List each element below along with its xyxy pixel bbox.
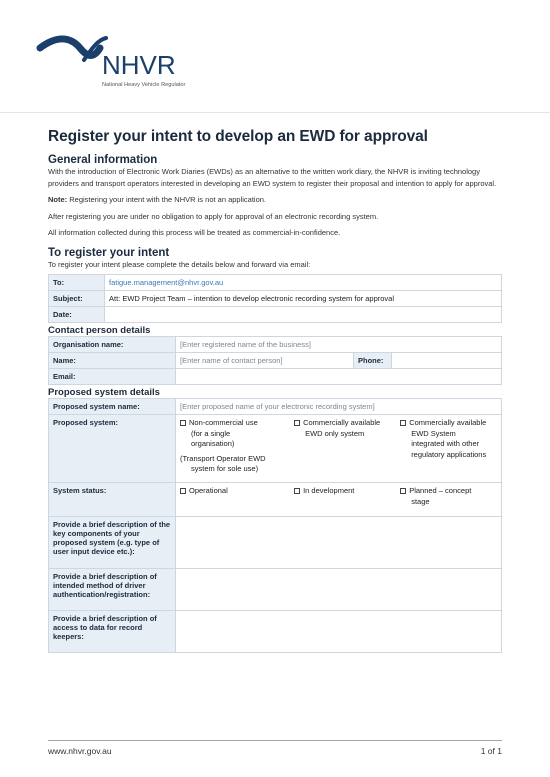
checkbox-non-commercial[interactable] bbox=[180, 420, 186, 426]
option-non-commercial[interactable] bbox=[180, 418, 292, 475]
table-row bbox=[49, 399, 502, 415]
option-commercial-ewd-only[interactable] bbox=[294, 418, 398, 439]
status-in-development[interactable] bbox=[294, 486, 398, 497]
general-heading: General information bbox=[48, 154, 158, 166]
desc-access-field[interactable] bbox=[176, 611, 502, 653]
subject-value: Att: EWD Project Team – intention to develop electronic recording system for approval bbox=[105, 291, 502, 307]
table-row bbox=[49, 415, 502, 483]
nhvr-logo bbox=[36, 18, 206, 98]
proposed-system-label: Proposed system: bbox=[49, 415, 176, 483]
table-row bbox=[49, 517, 502, 569]
phone-label: Phone: bbox=[354, 353, 392, 369]
form-content bbox=[48, 128, 502, 653]
table-row bbox=[49, 569, 502, 611]
opt1-line-e: system for sole use) bbox=[191, 464, 259, 473]
note-paragraph bbox=[48, 194, 502, 206]
checkbox-commercial-integrated[interactable] bbox=[400, 420, 406, 426]
opt3-line-d: regulatory applications bbox=[411, 449, 487, 459]
status-operational[interactable] bbox=[180, 486, 292, 497]
opt3-line-a: Commercially available bbox=[409, 418, 487, 427]
proposed-system-options bbox=[176, 415, 502, 483]
table-row bbox=[49, 611, 502, 653]
note-text: Registering your intent with the NHVR is not an application. bbox=[67, 195, 267, 204]
status-planned-line-a: Planned – concept bbox=[409, 486, 472, 495]
checkbox-planned[interactable] bbox=[400, 488, 406, 494]
phone-field[interactable] bbox=[392, 353, 502, 369]
footer-rule bbox=[48, 740, 502, 741]
opt1-line-c: organisation) bbox=[191, 439, 235, 448]
opt2-line-a: Commercially available bbox=[303, 418, 381, 427]
table-row bbox=[49, 353, 502, 369]
table-row bbox=[49, 483, 502, 517]
table-row bbox=[49, 307, 502, 323]
system-status-options bbox=[176, 483, 502, 517]
system-table bbox=[48, 398, 502, 653]
checkbox-in-development[interactable] bbox=[294, 488, 300, 494]
email-label: Email: bbox=[49, 369, 176, 385]
general-para-3: All information collected during this process will be treated as commercial-in-confidence. bbox=[48, 228, 341, 237]
logo-subtitle: National Heavy Vehicle Regulator bbox=[102, 82, 186, 88]
header bbox=[0, 0, 550, 100]
to-email-link[interactable]: fatigue.management@nhvr.gov.au bbox=[105, 275, 502, 291]
organisation-label: Organisation name: bbox=[49, 337, 176, 353]
desc-components-field[interactable] bbox=[176, 517, 502, 569]
status-operational-label: Operational bbox=[189, 486, 228, 495]
checkbox-operational[interactable] bbox=[180, 488, 186, 494]
opt3-line-b: EWD System bbox=[411, 428, 456, 438]
opt1-line-b: (for a single bbox=[191, 428, 231, 438]
name-label: Name: bbox=[49, 353, 176, 369]
checkbox-commercial-ewd-only[interactable] bbox=[294, 420, 300, 426]
desc-authentication-label: Provide a brief description of intended method of driver authentication/registration: bbox=[49, 569, 176, 611]
option-commercial-integrated[interactable] bbox=[400, 418, 496, 460]
contact-table bbox=[48, 336, 502, 385]
date-label: Date: bbox=[49, 307, 105, 323]
table-row bbox=[49, 337, 502, 353]
table-row bbox=[49, 369, 502, 385]
note-label: Note: bbox=[48, 195, 68, 204]
table-row bbox=[49, 291, 502, 307]
system-status-label: System status: bbox=[49, 483, 176, 517]
desc-access-label: Provide a brief description of access to data for record keepers: bbox=[49, 611, 176, 653]
status-in-development-label: In development bbox=[303, 486, 355, 495]
register-intro: To register your intent please complete the details below and forward via email: bbox=[48, 259, 311, 269]
desc-components-label: Provide a brief description of the key components of your proposed system (e.g. type of user input device etc.): bbox=[49, 517, 176, 569]
desc-authentication-field[interactable] bbox=[176, 569, 502, 611]
register-heading: To register your intent bbox=[48, 246, 170, 259]
subject-label: Subject: bbox=[49, 291, 105, 307]
system-heading: Proposed system details bbox=[48, 387, 160, 398]
logo-text: NHVR bbox=[102, 50, 176, 80]
status-planned-line-b: stage bbox=[411, 496, 430, 506]
page-number: 1 of 1 bbox=[480, 746, 502, 756]
system-name-field[interactable]: [Enter proposed name of your electronic recording system] bbox=[176, 399, 502, 415]
date-field[interactable] bbox=[105, 307, 502, 323]
header-rule bbox=[0, 112, 550, 113]
email-details-table bbox=[48, 274, 502, 323]
system-name-label: Proposed system name: bbox=[49, 399, 176, 415]
table-row bbox=[49, 275, 502, 291]
page-title: Register your intent to develop an EWD for approval bbox=[48, 128, 428, 145]
contact-heading: Contact person details bbox=[48, 325, 151, 336]
email-field[interactable] bbox=[176, 369, 502, 385]
opt2-line-b: EWD only system bbox=[305, 428, 365, 438]
status-planned[interactable] bbox=[400, 486, 496, 507]
organisation-field[interactable]: [Enter registered name of the business] bbox=[176, 337, 502, 353]
opt1-line-a: Non-commercial use bbox=[189, 418, 258, 427]
opt3-line-c: integrated with other bbox=[411, 439, 480, 448]
footer-url[interactable]: www.nhvr.gov.au bbox=[48, 746, 112, 756]
to-label: To: bbox=[49, 275, 105, 291]
general-para-1: With the introduction of Electronic Work Diaries (EWDs) as an alternative to the written work diary, the NHVR is inviting technology providers and transport operators interested in developing an EWD system to register their proposal and intention to apply for approval. bbox=[48, 167, 497, 188]
general-para-2: After registering you are under no obligation to apply for approval of an electronic recording system. bbox=[48, 211, 379, 221]
name-field[interactable]: [Enter name of contact person] bbox=[176, 353, 354, 369]
opt1-line-d: (Transport Operator EWD bbox=[180, 453, 266, 463]
